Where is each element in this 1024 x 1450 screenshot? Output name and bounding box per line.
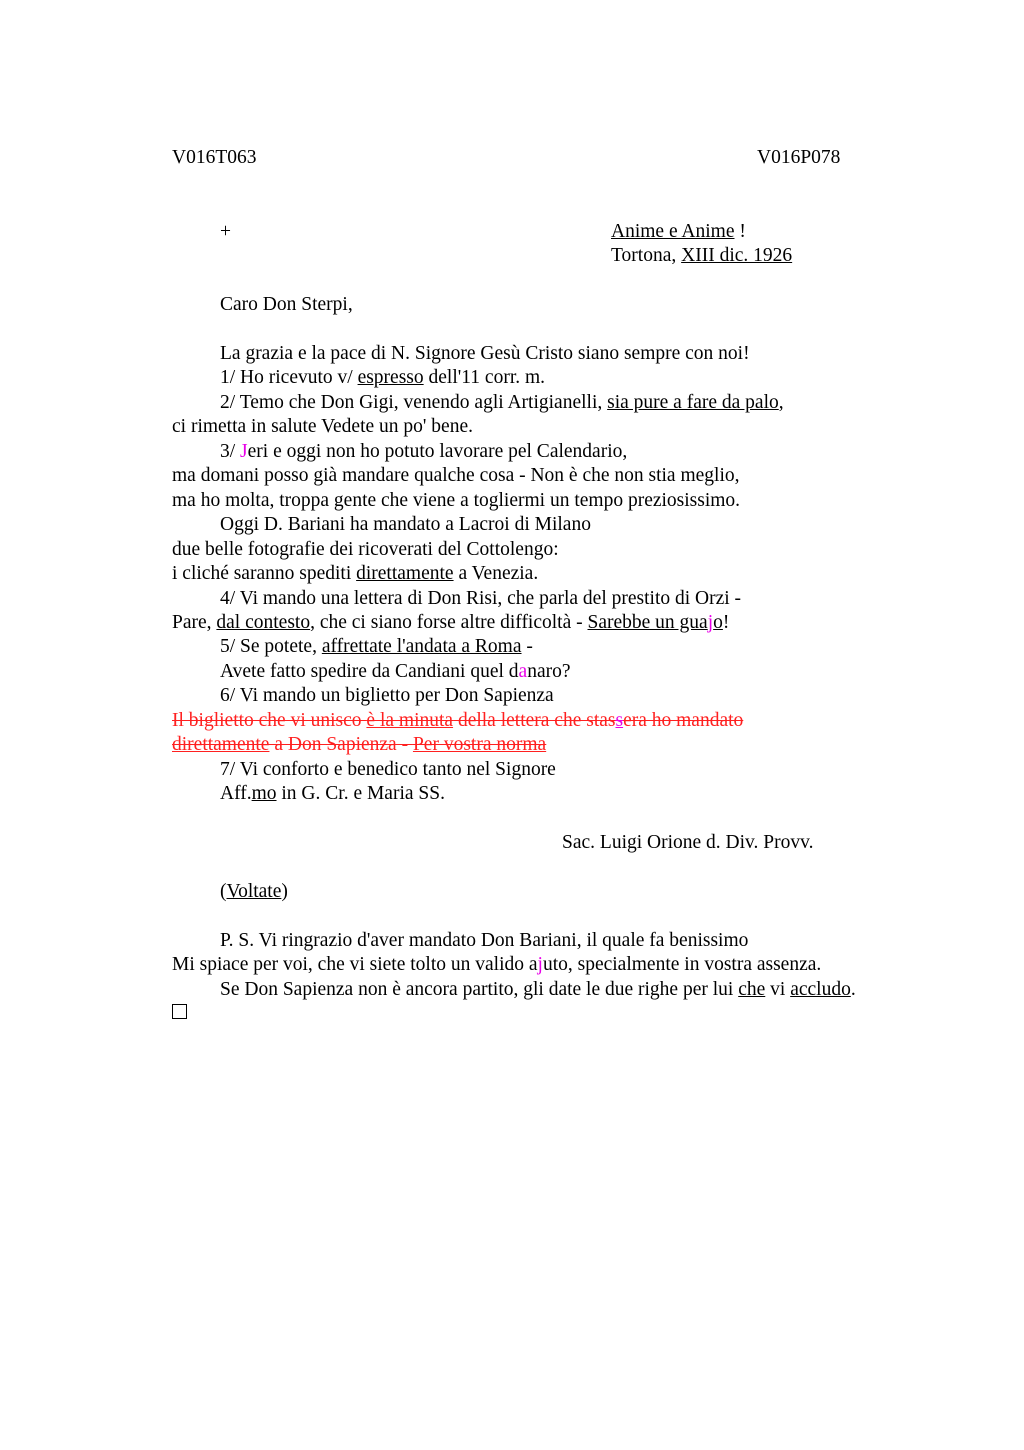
- point-2-line-2: ci rimetta in salute Vedete un po' bene.: [172, 416, 473, 437]
- text: eri e oggi non ho potuto lavorare pel Calendario,: [247, 441, 628, 462]
- underlined-text: dal contesto: [216, 612, 311, 633]
- motto-text: Anime e Anime: [611, 221, 735, 242]
- underlined-text: affrettate l'andata a Roma: [321, 636, 522, 657]
- text: dell'11 corr. m.: [423, 367, 546, 388]
- text: ,: [778, 392, 784, 413]
- turn-over-note: [220, 880, 288, 904]
- date: XIII dic. 1926: [681, 245, 793, 266]
- text: 3/: [220, 441, 241, 462]
- text: ): [281, 881, 288, 902]
- text: i cliché saranno spediti: [172, 563, 357, 584]
- underlined-text: è la minuta: [366, 710, 454, 731]
- ps-line-1: P. S. Vi ringrazio d'aver mandato Don Bariani, il quale fa benissimo: [220, 930, 749, 951]
- underlined-text: Per vostra norma: [412, 734, 547, 755]
- underlined-phrase: [588, 612, 723, 633]
- underlined-text: che: [738, 979, 766, 1000]
- text: a Venezia.: [453, 563, 539, 584]
- inserted-letter: j: [537, 954, 543, 975]
- text: Mi spiace per voi, che vi siete tolto un valido a: [172, 954, 538, 975]
- text: Avete fatto spedire da Candiani quel d: [220, 661, 519, 682]
- text: .: [850, 979, 856, 1000]
- underlined-text: mo: [251, 783, 277, 804]
- text: o: [713, 612, 723, 633]
- document-code-right: V016P078: [757, 147, 841, 168]
- deleted-line-2: [172, 733, 546, 757]
- inserted-letter: s: [615, 710, 624, 731]
- underlined-text: accludo: [790, 979, 851, 1000]
- signature: Sac. Luigi Orione d. Div. Provv.: [562, 832, 814, 853]
- inserted-letter: a: [518, 661, 528, 682]
- point-3-line-2: ma domani posso già mandare qualche cosa - Non è che non stia meglio,: [172, 465, 740, 486]
- point-3-line-3: ma ho molta, troppa gente che viene a togliermi un tempo preziosissimo.: [172, 490, 741, 511]
- point-3-line-1: [220, 440, 627, 464]
- text: Se Don Sapienza non è ancora partito, gli date le due righe per lui: [220, 979, 739, 1000]
- text: era ho mandato: [623, 710, 744, 731]
- point-5-line-1: [220, 635, 533, 659]
- inserted-letter: j: [707, 612, 714, 633]
- text: Aff.: [220, 783, 252, 804]
- point-6: 6/ Vi mando un biglietto per Don Sapienza: [220, 685, 554, 706]
- text: della lettera che stas: [453, 710, 616, 731]
- point-1: [220, 366, 545, 390]
- point-4-line-2: [172, 611, 729, 635]
- text: Sarebbe un gua: [587, 612, 708, 633]
- point-2-line-1: [220, 391, 784, 415]
- closing: [220, 782, 445, 806]
- point-5-line-2: [220, 660, 571, 684]
- text: vi: [765, 979, 791, 1000]
- text: !: [722, 612, 730, 633]
- ps-line-2: [172, 953, 821, 977]
- point-3-line-6: [172, 562, 538, 586]
- point-3-line-4: Oggi D. Bariani ha mandato a Lacroi di Milano: [220, 514, 591, 535]
- text: 2/ Temo che Don Gigi, venendo agli Artigianelli,: [220, 392, 608, 413]
- place: Tortona,: [611, 245, 682, 266]
- underlined-text: espresso: [357, 367, 424, 388]
- text: naro?: [527, 661, 571, 682]
- text: Il biglietto che vi unisco: [172, 710, 367, 731]
- greeting-line: La grazia e la pace di N. Signore Gesù Cristo siano sempre con noi!: [220, 343, 750, 364]
- inserted-letter: J: [240, 441, 248, 462]
- underlined-text: sia pure a fare da palo: [607, 392, 779, 413]
- text: -: [521, 636, 533, 657]
- place-date: [611, 244, 792, 268]
- document-code-left: V016T063: [172, 147, 257, 168]
- salutation: Caro Don Sterpi,: [220, 294, 353, 315]
- text: in G. Cr. e Maria SS.: [276, 783, 445, 804]
- point-3-line-5: due belle fotografie dei ricoverati del Cottolengo:: [172, 539, 559, 560]
- empty-square-icon: [172, 1004, 187, 1019]
- underlined-text: Voltate: [226, 881, 282, 902]
- motto: [611, 220, 746, 244]
- text: a Don Sapienza -: [269, 734, 413, 755]
- text: 5/ Se potete,: [220, 636, 322, 657]
- deleted-line-1: [172, 709, 743, 733]
- cross-mark: +: [220, 221, 231, 242]
- text: (: [220, 881, 227, 902]
- text: Pare,: [172, 612, 217, 633]
- text: , che ci siano forse altre difficoltà -: [310, 612, 588, 633]
- motto-end: !: [734, 221, 746, 242]
- point-7: 7/ Vi conforto e benedico tanto nel Signore: [220, 759, 556, 780]
- underlined-text: direttamente: [172, 734, 270, 755]
- ps-line-3: [220, 978, 856, 1002]
- point-4-line-1: 4/ Vi mando una lettera di Don Risi, che parla del prestito di Orzi -: [220, 588, 742, 609]
- underlined-text: direttamente: [356, 563, 454, 584]
- text: uto, specialmente in vostra assenza.: [542, 954, 822, 975]
- text: 1/ Ho ricevuto v/: [220, 367, 358, 388]
